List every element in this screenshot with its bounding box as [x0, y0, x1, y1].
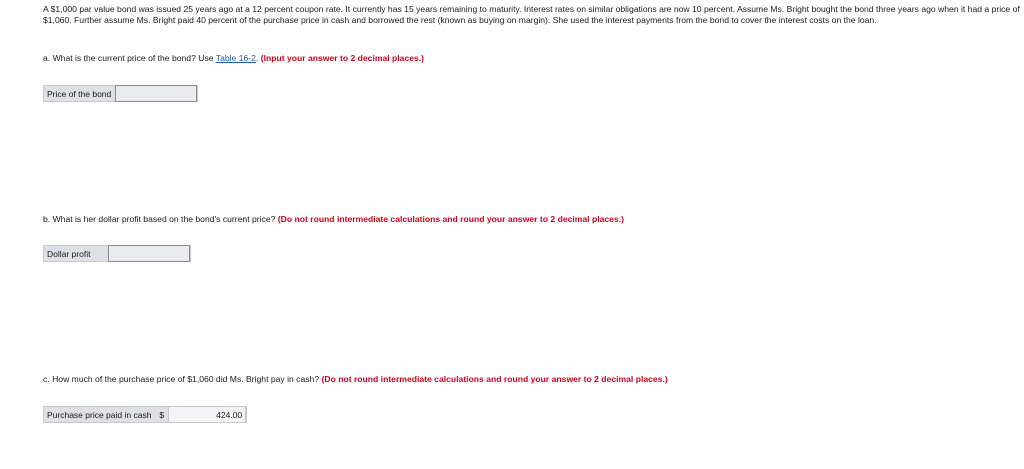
question-c-letter: c.: [43, 374, 50, 384]
question-b-letter: b.: [43, 214, 51, 224]
question-a-instruction: (Input your answer to 2 decimal places.): [260, 53, 425, 63]
dollar-profit-label: Dollar profit: [47, 248, 91, 259]
currency-symbol: $: [159, 409, 165, 420]
question-a-period: .: [255, 53, 259, 63]
question-a-letter: a.: [43, 53, 51, 63]
question-b-instruction: (Do not round intermediate calculations and round your answer to 2 decimal places.): [277, 214, 624, 224]
dollar-profit-row: [43, 245, 191, 262]
question-c: [43, 374, 668, 385]
question-b: [43, 214, 624, 225]
cash-paid-input[interactable]: [168, 406, 246, 423]
question-a-text: What is the current price of the bond? Use: [52, 53, 216, 63]
question-b-text: What is her dollar profit based on the bond's current price?: [52, 214, 276, 224]
dollar-profit-input[interactable]: [108, 245, 190, 262]
price-of-bond-label: Price of the bond: [47, 88, 112, 99]
price-of-bond-row: [43, 85, 198, 102]
question-c-text: How much of the purchase price of $1,060 did Ms. Bright pay in cash?: [52, 374, 320, 384]
problem-statement: A $1,000 par value bond was issued 25 years ago at a 12 percent coupon rate. It currently has 15 years remaining to maturity. Interest rates on similar obligations are now 10 percent. Assume Ms. Bright bought the bond three years ago when it had a price of $1,060. Further assume Ms. Bright paid 40 percent of the purchase price in cash and borrowed the rest (known as buying on margin). She used the interest payments from the bond to cover the interest costs on the loan.: [43, 4, 1020, 26]
table-16-2-link[interactable]: Table 16-2: [215, 53, 256, 63]
cash-paid-row: [43, 406, 247, 423]
question-a: [43, 53, 424, 64]
question-c-instruction: (Do not round intermediate calculations and round your answer to 2 decimal places.): [321, 374, 668, 384]
cash-paid-label: Purchase price paid in cash: [47, 409, 152, 420]
price-of-bond-input[interactable]: [115, 85, 197, 102]
